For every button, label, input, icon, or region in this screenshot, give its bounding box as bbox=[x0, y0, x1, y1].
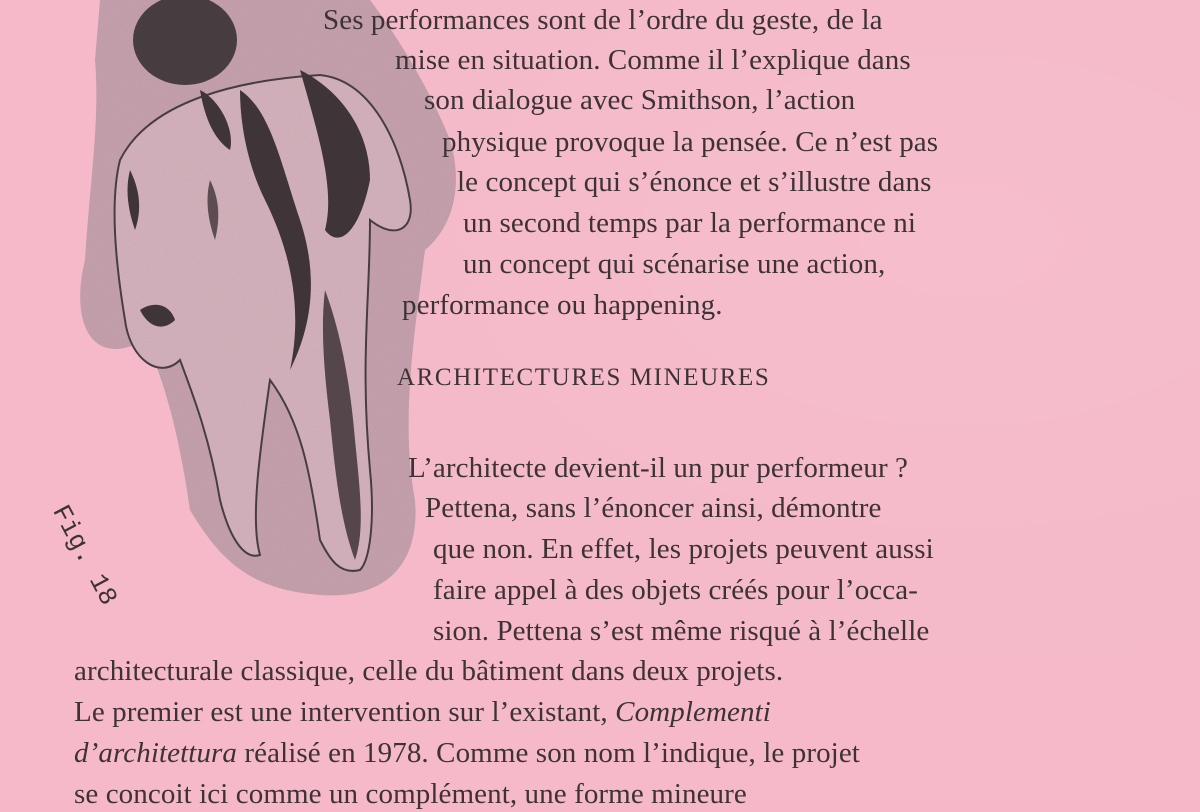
paragraph-line: sion. Pettena s’est même risqué à l’échelle bbox=[433, 615, 930, 647]
line-text: réalisé en 1978. Comme son nom l’indique, le projet bbox=[237, 737, 860, 769]
paragraph-line: le concept qui s’énonce et s’illustre dans bbox=[457, 166, 932, 198]
italic-title: Complementi bbox=[615, 696, 771, 728]
paragraph-line: mise en situation. Comme il l’explique dans bbox=[395, 44, 911, 76]
paragraph-line: un second temps par la performance ni bbox=[463, 207, 917, 239]
paragraph-line: performance ou happening. bbox=[402, 289, 723, 321]
paragraph-line: L’architecte devient-il un pur performeur ? bbox=[408, 452, 909, 484]
paragraph-line: se concoit ici comme un complément, une forme mineure bbox=[74, 778, 747, 810]
paragraph-line: Ses performances sont de l’ordre du geste, de la bbox=[323, 4, 883, 36]
section-heading: ARCHITECTURES MINEURES bbox=[397, 364, 771, 391]
italic-title: d’architettura bbox=[74, 737, 238, 769]
paragraph-line: un concept qui scénarise une action, bbox=[463, 248, 886, 280]
paragraph-line: physique provoque la pensée. Ce n’est pas bbox=[442, 126, 939, 158]
line-text: Le premier est une intervention sur l’existant, bbox=[74, 696, 608, 728]
paragraph-line: architecturale classique, celle du bâtiment dans deux projets. bbox=[74, 655, 784, 687]
paragraph-line: son dialogue avec Smithson, l’action bbox=[424, 84, 856, 116]
paragraph-line bbox=[74, 735, 860, 771]
paragraph-line: faire appel à des objets créés pour l’occa- bbox=[433, 574, 918, 606]
paragraph-line bbox=[74, 694, 771, 730]
paragraph-line: Pettena, sans l’énoncer ainsi, démontre bbox=[425, 492, 882, 524]
paragraph-line: que non. En effet, les projets peuvent aussi bbox=[433, 533, 934, 565]
figure-caption-label: Fig. 18 bbox=[45, 500, 124, 611]
